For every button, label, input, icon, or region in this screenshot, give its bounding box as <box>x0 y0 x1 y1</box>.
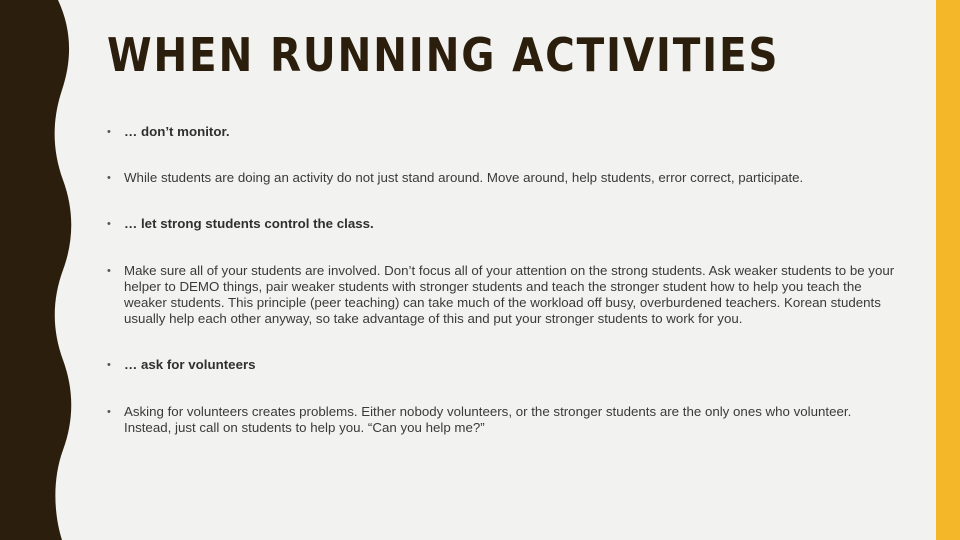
right-accent-bar <box>936 0 960 540</box>
bullet-list <box>107 124 897 466</box>
bullet-dot-icon: • <box>107 405 111 418</box>
bullet-item <box>107 216 897 232</box>
bullet-text: … let strong students control the class. <box>124 216 374 232</box>
bullet-text: Asking for volunteers creates problems. Either nobody volunteers, or the stronger students are the only ones who volunteer. Instead, just call on students to help you. “Can you help me?” <box>124 403 852 435</box>
bullet-dot-icon: • <box>107 172 111 185</box>
left-wavy-band <box>0 0 80 540</box>
bullet-item <box>107 170 897 186</box>
slide-title: WHEN RUNNING ACTIVITIES <box>107 28 780 82</box>
bullet-dot-icon: • <box>107 218 111 231</box>
bullet-text: While students are doing an activity do not just stand around. Move around, help students, error correct, participate. <box>124 170 804 186</box>
bullet-text: … don’t monitor. <box>124 124 230 139</box>
bullet-item <box>107 124 897 140</box>
bullet-item <box>107 404 897 436</box>
left-band-shape <box>0 0 71 540</box>
bullet-text: Make sure all of your students are involved. Don’t focus all of your attention on the strong students. Ask weaker students to be your helper to DEMO things, pair weaker students with stronger students and teach the stronger student how to help you teach the weaker students. This principle (peer teaching) can take much of the workload off busy, overburdened teachers. Korean students usually help each other anyway, so take advantage of this and put your stronger students to work for you. <box>124 262 895 327</box>
bullet-dot-icon: • <box>107 359 111 372</box>
bullet-text: … ask for volunteers <box>124 357 256 373</box>
bullet-item <box>107 263 897 328</box>
bullet-item <box>107 357 897 373</box>
bullet-dot-icon: • <box>107 126 111 138</box>
bullet-dot-icon: • <box>107 264 111 277</box>
